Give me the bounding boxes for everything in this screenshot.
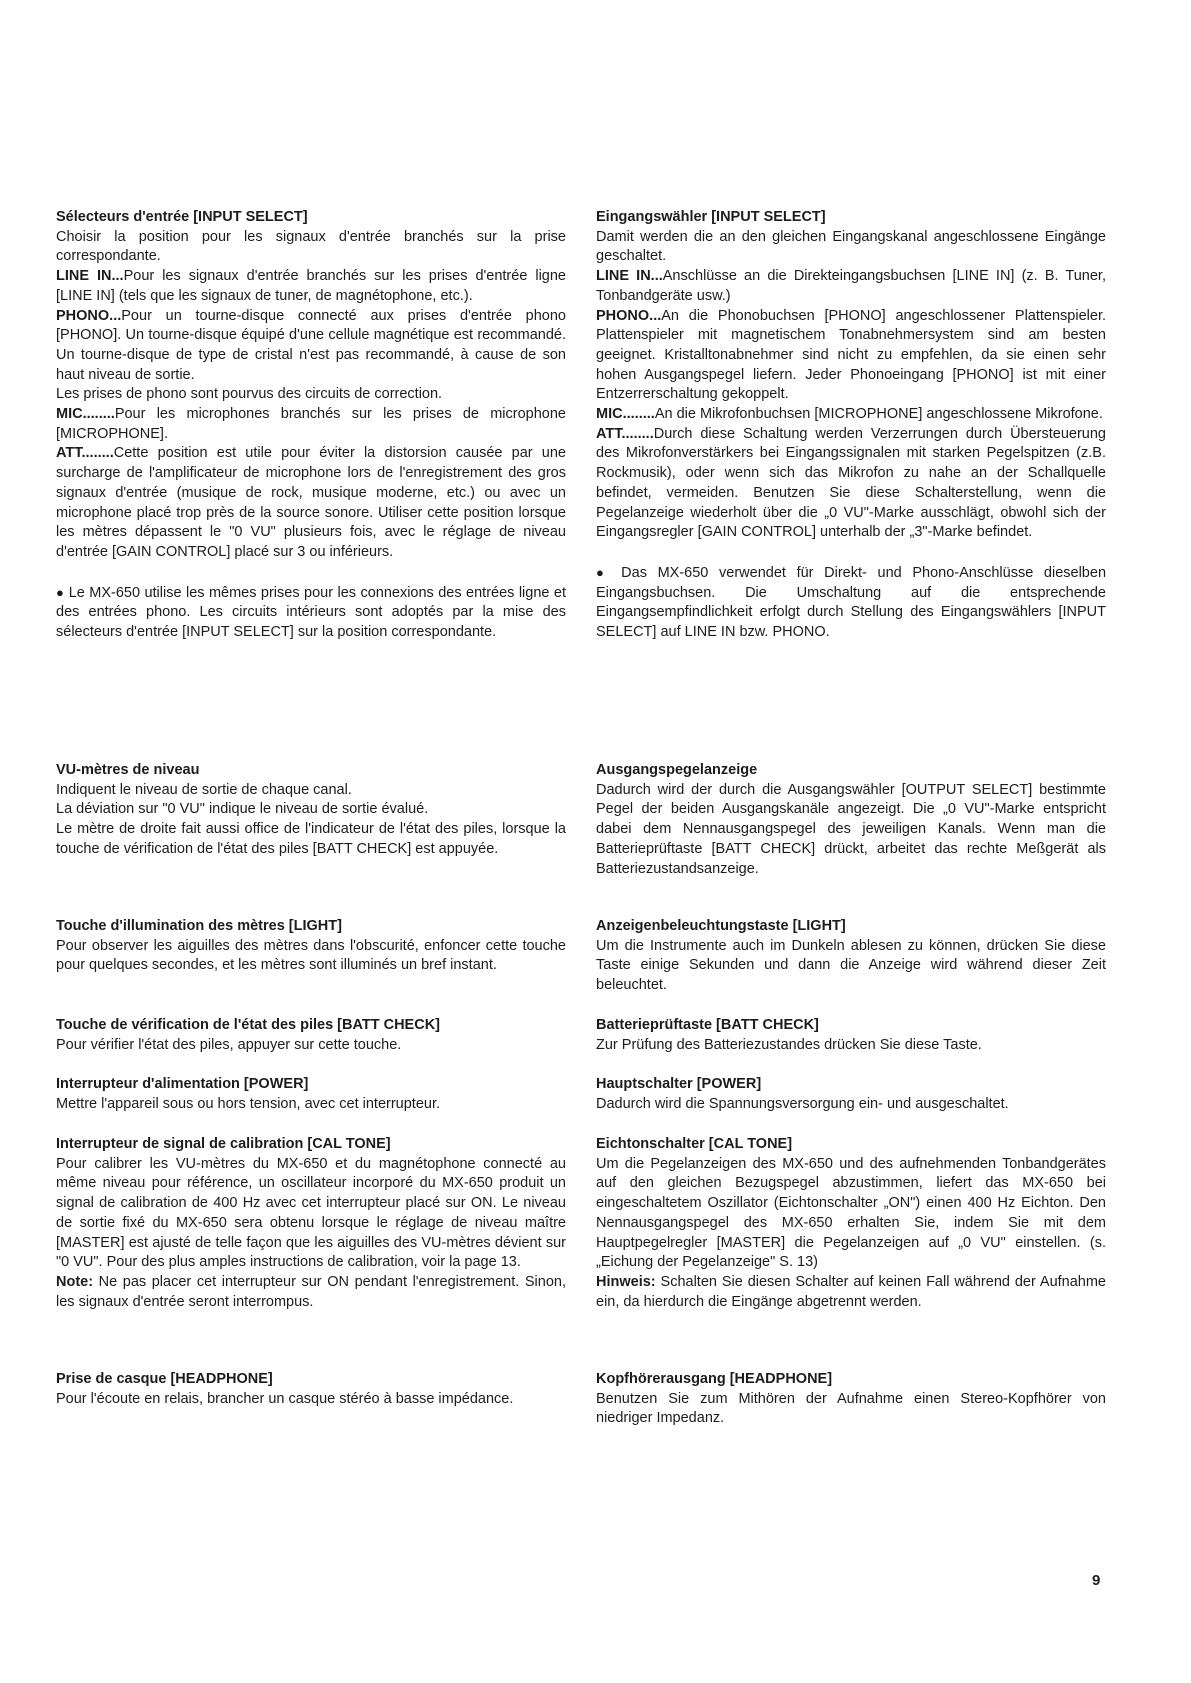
paragraph: Pour calibrer les VU-mètres du MX-650 et du magnétophone connecté au même niveau pour référence, un oscillateur incorporé du MX-650 produit un signal de calibration de 400 Hz avec cet interrupteur placé sur ON. Le niveau de sortie fixé du MX-650 sera obtenu lorsque le réglage de niveau maître [MASTER] est ajusté de telle façon que les aiguilles des VU-mètres dévient sur "0 VU". Pour des plus amples instructions de calibration, voir la page 13. xyxy=(56,1155,566,1271)
definition-mic: MIC........Pour les microphones branchés sur les prises de microphone [MICROPHONE]. xyxy=(56,406,566,442)
paragraph: Benutzen Sie zum Mithören der Aufnahme einen Stereo-Kopfhörer von niedriger Impedanz. xyxy=(596,1390,1106,1427)
paragraph: Mettre l'appareil sous ou hors tension, avec cet interrupteur. xyxy=(56,1095,441,1112)
section-batt-check-fr xyxy=(56,1016,566,1055)
paragraph: Indiquent le niveau de sortie de chaque canal. xyxy=(56,781,352,798)
section-title: Prise de casque [HEADPHONE] xyxy=(56,1371,273,1387)
section-title: Anzeigenbeleuchtungstaste [LIGHT] xyxy=(596,918,846,934)
section-title: Interrupteur de signal de calibration [CAL TONE] xyxy=(56,1136,391,1152)
paragraph: Damit werden die an den gleichen Eingangskanal angeschlossene Eingänge geschaltet. xyxy=(596,228,1106,265)
section-title: Ausgangspegelanzeige xyxy=(596,762,758,778)
section-headphone-fr xyxy=(56,1370,566,1409)
note: Hinweis: Schalten Sie diesen Schalter auf keinen Fall während der Aufnahme ein, da hierdurch die Eingänge abgetrennt werden. xyxy=(596,1273,1106,1310)
section-power-fr xyxy=(56,1075,566,1114)
definition-phono: PHONO...Pour un tourne-disque connecté aux prises d'entrée phono [PHONO]. Un tourne-disque équipé d'une cellule magnétique est recommandé. Un tourne-disque de type de cristal n'est pas recommandé, à cause de son haut niveau de sortie. xyxy=(56,307,566,383)
section-headphone-de xyxy=(596,1370,1106,1429)
definition-att: ATT........Cette position est utile pour éviter la distorsion causée par une surcharge de l'amplificateur de microphone lors de l'enregistrement des gros signaux d'entrée (musique de rock, musique moderne, etc.) ou avec un microphone placé trop près de la source sonore. Utiliser cette position lorsque les mètres dépassent le "0 VU" plusieurs fois, avec le réglage de niveau d'entrée [GAIN CONTROL] placé sur 3 ou inférieurs. xyxy=(56,445,566,560)
note: Note: Ne pas placer cet interrupteur sur ON pendant l'enregistrement. Sinon, les signaux d'entrée seront interrompus. xyxy=(56,1273,566,1310)
paragraph: Dadurch wird die Spannungsversorgung ein- und ausgeschaltet. xyxy=(596,1095,1009,1112)
definition-att: ATT........Durch diese Schaltung werden Verzerrungen durch Übersteuerung des Mikrofonverstärkers bei Eingangssignalen mit starken Pegelspitzen (z.B. Rockmusik), oder wenn sich das Mikrofon zu nahe an der Schallquelle befindet, vermeiden. Benutzen Sie diese Schalterstellung, wenn die Pegelanzeige wiederholt über die „0 VU"-Marke ausschlägt, obwohl sich der Eingangsregler [GAIN CONTROL] unterhalb der „3"-Marke befindet. xyxy=(596,425,1106,541)
paragraph: Dadurch wird der durch die Ausgangswähler [OUTPUT SELECT] bestimmte Pegel der beiden Ausgangskanäle angezeigt. Die „0 VU"-Marke entspricht dabei dem Nennausgangspegel des jeweiligen Kanals. Wenn man die Batterieprüftaste [BATT CHECK] drückt, arbeitet das rechte Meßgerät als Batteriezustandsanzeige. xyxy=(596,781,1106,877)
paragraph: Choisir la position pour les signaux d'entrée branchés sur la prise correspondante. xyxy=(56,228,566,265)
section-vu-meters-de xyxy=(596,761,1106,879)
section-cal-tone-fr xyxy=(56,1135,566,1312)
section-input-select-fr xyxy=(56,208,566,643)
section-batt-check-de xyxy=(596,1016,1106,1055)
section-title: VU-mètres de niveau xyxy=(56,762,200,778)
section-power-de xyxy=(596,1075,1106,1114)
section-title: Kopfhörerausgang [HEADPHONE] xyxy=(596,1371,833,1387)
bullet-icon: ● xyxy=(596,564,611,580)
definition-line-in: LINE IN...Pour les signaux d'entrée branchés sur les prises d'entrée ligne [LINE IN] (tels que les signaux de tuner, de magnétophone, etc.). xyxy=(56,268,566,304)
section-title: Eingangswähler [INPUT SELECT] xyxy=(596,209,826,225)
bullet-note: ● Das MX-650 verwendet für Direkt- und Phono-Anschlüsse dieselben Eingangsbuchsen. Die Umschaltung auf die entsprechende Eingangsempfindlichkeit erfolgt durch Stellung des Eingangswählers [INPUT SELECT] auf LINE IN bzw. PHONO. xyxy=(596,564,1107,641)
definition-line-in: LINE IN...Anschlüsse an die Direkteingangsbuchsen [LINE IN] (z. B. Tuner, Tonbandgeräte usw.) xyxy=(596,268,1106,304)
section-input-select-de xyxy=(596,208,1106,643)
section-title: Interrupteur d'alimentation [POWER] xyxy=(56,1076,309,1092)
paragraph: Zur Prüfung des Batteriezustandes drücken Sie diese Taste. xyxy=(596,1036,982,1053)
paragraph: Um die Instrumente auch im Dunkeln ablesen zu können, drücken Sie diese Taste einige Sekunden und dann die Anzeige wird während dieser Zeit beleuchtet. xyxy=(596,937,1106,994)
bullet-icon: ● xyxy=(56,584,65,600)
page-number: 9 xyxy=(1092,1572,1101,1589)
paragraph: Le mètre de droite fait aussi office de l'indicateur de l'état des piles, lorsque la touche de vérification de l'état des piles [BATT CHECK] est appuyée. xyxy=(56,821,566,857)
section-cal-tone-de xyxy=(596,1135,1106,1312)
paragraph: Les prises de phono sont pourvus des circuits de correction. xyxy=(56,386,443,403)
section-light-de xyxy=(596,917,1106,996)
section-title: Batterieprüftaste [BATT CHECK] xyxy=(596,1017,819,1033)
paragraph: La déviation sur "0 VU" indique le niveau de sortie évalué. xyxy=(56,801,429,818)
section-title: Hauptschalter [POWER] xyxy=(596,1076,762,1092)
section-vu-meters-fr xyxy=(56,761,566,860)
bullet-note: ● Le MX-650 utilise les mêmes prises pour les connexions des entrées ligne et des entrées phono. Les circuits intérieurs sont adoptés par la mise des sélecteurs d'entrée [INPUT SELECT] sur la position correspondante. xyxy=(56,584,566,641)
definition-mic: MIC........An die Mikrofonbuchsen [MICROPHONE] angeschlossene Mikrofone. xyxy=(596,406,1103,423)
definition-phono: PHONO...An die Phonobuchsen [PHONO] angeschlossener Plattenspieler. Plattenspieler mit magnetischem Tonabnehmersystem sind am besten geeignet. Kristalltonabnehmer sind nicht zu empfehlen, da sie einen sehr hohen Ausgangspegel liefern. Jeder Phonoeingang [PHONO] ist mit einer Entzerrerschaltung gekoppelt. xyxy=(596,307,1106,403)
paragraph: Pour observer les aiguilles des mètres dans l'obscurité, enfoncer cette touche pour quelques secondes, et les mètres sont illuminés un bref instant. xyxy=(56,937,566,974)
section-light-fr xyxy=(56,917,566,976)
paragraph: Um die Pegelanzeigen des MX-650 und des aufnehmenden Tonbandgerätes auf den gleichen Bezugspegel abzustimmen, liefert das MX-650 bei eingeschaltetem Oszillator (Eichtonschalter „ON") einen 400 Hz Eichton. Den Nennausgangspegel des MX-650 erhalten Sie, indem Sie mit dem Hauptpegelregler [MASTER] die Pegelanzeigen auf „0 VU" einstellen. (s. „Eichung der Pegelanzeige" S. 13) xyxy=(596,1155,1106,1271)
section-title: Sélecteurs d'entrée [INPUT SELECT] xyxy=(56,209,308,225)
section-title: Eichtonschalter [CAL TONE] xyxy=(596,1136,793,1152)
paragraph: Pour vérifier l'état des piles, appuyer sur cette touche. xyxy=(56,1036,402,1053)
section-title: Touche d'illumination des mètres [LIGHT] xyxy=(56,918,342,934)
section-title: Touche de vérification de l'état des piles [BATT CHECK] xyxy=(56,1017,440,1033)
paragraph: Pour l'écoute en relais, brancher un casque stéréo à basse impédance. xyxy=(56,1390,514,1407)
